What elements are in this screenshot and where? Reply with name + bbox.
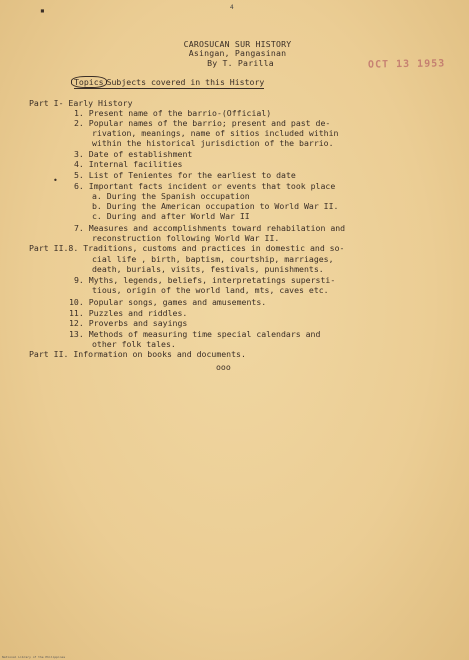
list-item-continuation: reconstruction following World War II.	[92, 233, 280, 243]
list-item: 5. List of Tenientes for the earliest to date	[74, 170, 296, 180]
part-heading: Part II. Information on books and documents.	[29, 349, 246, 359]
list-item: 7. Measures and accomplishments toward rehabilation and	[74, 223, 346, 233]
ink-dot: ▪	[40, 6, 45, 15]
archive-footer: National Library of the Philippines	[2, 655, 66, 659]
document-title: CAROSUCAN SUR HISTORY	[183, 39, 292, 49]
list-item: 6. Important facts incident or events that took place	[74, 181, 336, 191]
list-item: 2. Popular names of the barrio; present and past de-	[74, 118, 331, 128]
topics-circled-word: Topics	[71, 76, 107, 88]
ink-dot: •	[53, 176, 58, 185]
topics-heading-rest: Subjects covered in this History	[106, 77, 265, 87]
list-item: 9. Myths, legends, beliefs, interpretatings supersti-	[74, 275, 336, 285]
sub-item: b. During the American occupation to World War II.	[92, 201, 339, 211]
list-item: 11. Puzzles and riddles.	[69, 308, 188, 318]
list-item-continuation: rivation, meanings, name of sitios included within	[92, 128, 339, 138]
sub-item: a. During the Spanish occupation	[92, 191, 250, 201]
list-item: 1. Present name of the barrio-(Official)	[74, 108, 272, 118]
part-heading: Part II.8. Traditions, customs and practices in domestic and so-	[29, 243, 345, 253]
part-heading: Part I- Early History	[29, 98, 133, 108]
received-date-stamp: OCT 13 1953	[367, 58, 446, 71]
topics-heading	[74, 77, 264, 89]
page-mark: 4	[230, 4, 234, 11]
list-item-continuation: within the historical jurisdiction of the barrio.	[92, 138, 334, 148]
list-item: 4. Internal facilities	[74, 159, 183, 169]
list-item: 10. Popular songs, games and amusements.	[69, 297, 267, 307]
list-item-continuation: death, burials, visits, festivals, punishments.	[92, 264, 324, 274]
list-item-continuation: other folk tales.	[92, 339, 176, 349]
list-item: 13. Methods of measuring time special calendars and	[69, 329, 321, 339]
sub-item: c. During and after World War II	[92, 211, 250, 221]
document-place: Asingan, Pangasinan	[188, 48, 287, 58]
list-item-continuation: tious, origin of the world land, mts, caves etc.	[92, 285, 329, 295]
end-mark: ooo	[216, 362, 231, 372]
document-author: By T. Parilla	[207, 58, 274, 68]
list-item: 12. Proverbs and sayings	[69, 318, 188, 328]
list-item: 3. Date of establishment	[74, 149, 193, 159]
list-item-continuation: cial life , birth, baptism, courtship, marriages,	[92, 254, 334, 264]
